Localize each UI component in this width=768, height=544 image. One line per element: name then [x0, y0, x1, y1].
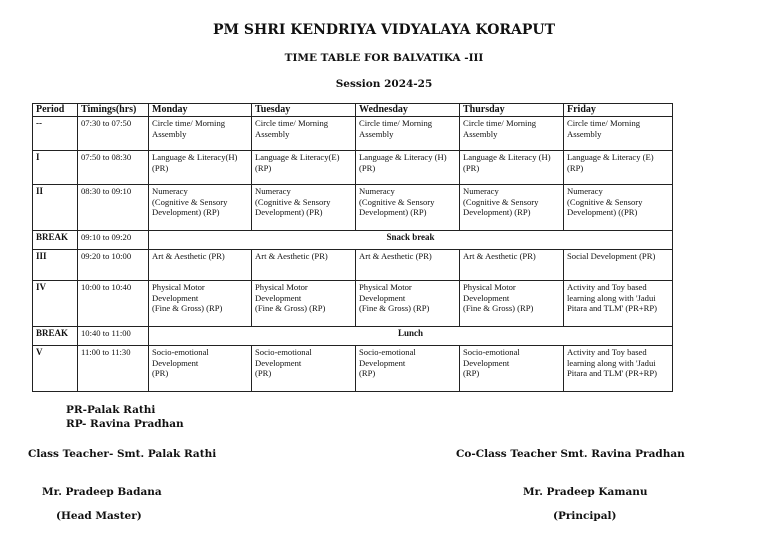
activity-cell: Circle time/ Morning Assembly: [460, 117, 564, 151]
activity-cell: Physical Motor Development (Fine & Gross) (RP): [356, 281, 460, 327]
timing-cell: 10:00 to 10:40: [78, 281, 149, 327]
activity-cell: Circle time/ Morning Assembly: [564, 117, 673, 151]
activity-cell: Activity and Toy based learning along with 'Jadui Pitara and TLM' (PR+RP): [564, 281, 673, 327]
document-subtitle: TIME TABLE FOR BALVATIKA -III: [284, 52, 484, 64]
activity-cell: Physical Motor Development (Fine & Gross) (RP): [252, 281, 356, 327]
activity-cell: Numeracy (Cognitive & Sensory Development) (PR): [252, 185, 356, 231]
class-teacher-signature: Class Teacher- Smt. Palak Rathi: [28, 448, 217, 460]
column-header: Wednesday: [356, 104, 460, 117]
activity-cell: Socio-emotional Development (RP): [460, 346, 564, 392]
break-cell: Lunch: [149, 327, 673, 346]
activity-cell: Physical Motor Development (Fine & Gross) (RP): [149, 281, 252, 327]
timetable: [32, 103, 673, 392]
activity-cell: Numeracy (Cognitive & Sensory Development) (RP): [460, 185, 564, 231]
period-cell: II: [33, 185, 78, 231]
activity-cell: Circle time/ Morning Assembly: [252, 117, 356, 151]
table-row: [33, 151, 673, 185]
principal-name: Mr. Pradeep Kamanu: [523, 486, 648, 498]
co-class-teacher-signature: Co-Class Teacher Smt. Ravina Pradhan: [456, 448, 685, 460]
activity-cell: Social Development (PR): [564, 250, 673, 281]
head-master-title: (Head Master): [56, 510, 142, 522]
activity-cell: Numeracy (Cognitive & Sensory Development) ((PR): [564, 185, 673, 231]
timing-cell: 09:10 to 09:20: [78, 231, 149, 250]
activity-cell: Language & Literacy(E)(RP): [252, 151, 356, 185]
table-row: [33, 281, 673, 327]
principal-title: (Principal): [553, 510, 617, 522]
activity-cell: Art & Aesthetic (PR): [149, 250, 252, 281]
column-header: Tuesday: [252, 104, 356, 117]
period-cell: I: [33, 151, 78, 185]
activity-cell: Art & Aesthetic (PR): [356, 250, 460, 281]
head-master-name: Mr. Pradeep Badana: [42, 486, 162, 498]
period-cell: --: [33, 117, 78, 151]
period-cell: III: [33, 250, 78, 281]
timing-cell: 07:50 to 08:30: [78, 151, 149, 185]
activity-cell: Art & Aesthetic (PR): [460, 250, 564, 281]
column-header: Monday: [149, 104, 252, 117]
activity-cell: Art & Aesthetic (PR): [252, 250, 356, 281]
header-row: [33, 104, 673, 117]
table-row: [33, 250, 673, 281]
period-cell: BREAK: [33, 231, 78, 250]
break-cell: Snack break: [149, 231, 673, 250]
activity-cell: Circle time/ Morning Assembly: [356, 117, 460, 151]
column-header: Period: [33, 104, 78, 117]
activity-cell: Activity and Toy based learning along with 'Jadui Pitara and TLM' (PR+RP): [564, 346, 673, 392]
activity-cell: Language & Literacy (H)(PR): [356, 151, 460, 185]
timing-cell: 08:30 to 09:10: [78, 185, 149, 231]
session-label: Session 2024-25: [335, 78, 433, 90]
activity-cell: Circle time/ Morning Assembly: [149, 117, 252, 151]
activity-cell: Language & Literacy (E)(RP): [564, 151, 673, 185]
table-row: [33, 231, 673, 250]
legend-rp: RP- Ravina Pradhan: [66, 418, 184, 430]
timing-cell: 09:20 to 10:00: [78, 250, 149, 281]
table-row: [33, 327, 673, 346]
activity-cell: Socio-emotional Development (PR): [252, 346, 356, 392]
column-header: Timings(hrs): [78, 104, 149, 117]
period-cell: IV: [33, 281, 78, 327]
school-name: PM SHRI KENDRIYA VIDYALAYA KORAPUT: [212, 22, 556, 38]
activity-cell: Socio-emotional Development (PR): [149, 346, 252, 392]
activity-cell: Language & Literacy(H)(PR): [149, 151, 252, 185]
timing-cell: 10:40 to 11:00: [78, 327, 149, 346]
timing-cell: 11:00 to 11:30: [78, 346, 149, 392]
activity-cell: Numeracy (Cognitive & Sensory Development) (RP): [149, 185, 252, 231]
period-cell: V: [33, 346, 78, 392]
column-header: Thursday: [460, 104, 564, 117]
table-row: [33, 185, 673, 231]
column-header: Friday: [564, 104, 673, 117]
timing-cell: 07:30 to 07:50: [78, 117, 149, 151]
legend-pr: PR-Palak Rathi: [66, 404, 156, 416]
activity-cell: Numeracy (Cognitive & Sensory Development) (RP): [356, 185, 460, 231]
activity-cell: Socio-emotional Development (RP): [356, 346, 460, 392]
table-row: [33, 117, 673, 151]
period-cell: BREAK: [33, 327, 78, 346]
activity-cell: Language & Literacy (H)(PR): [460, 151, 564, 185]
activity-cell: Physical Motor Development (Fine & Gross) (RP): [460, 281, 564, 327]
table-row: [33, 346, 673, 392]
